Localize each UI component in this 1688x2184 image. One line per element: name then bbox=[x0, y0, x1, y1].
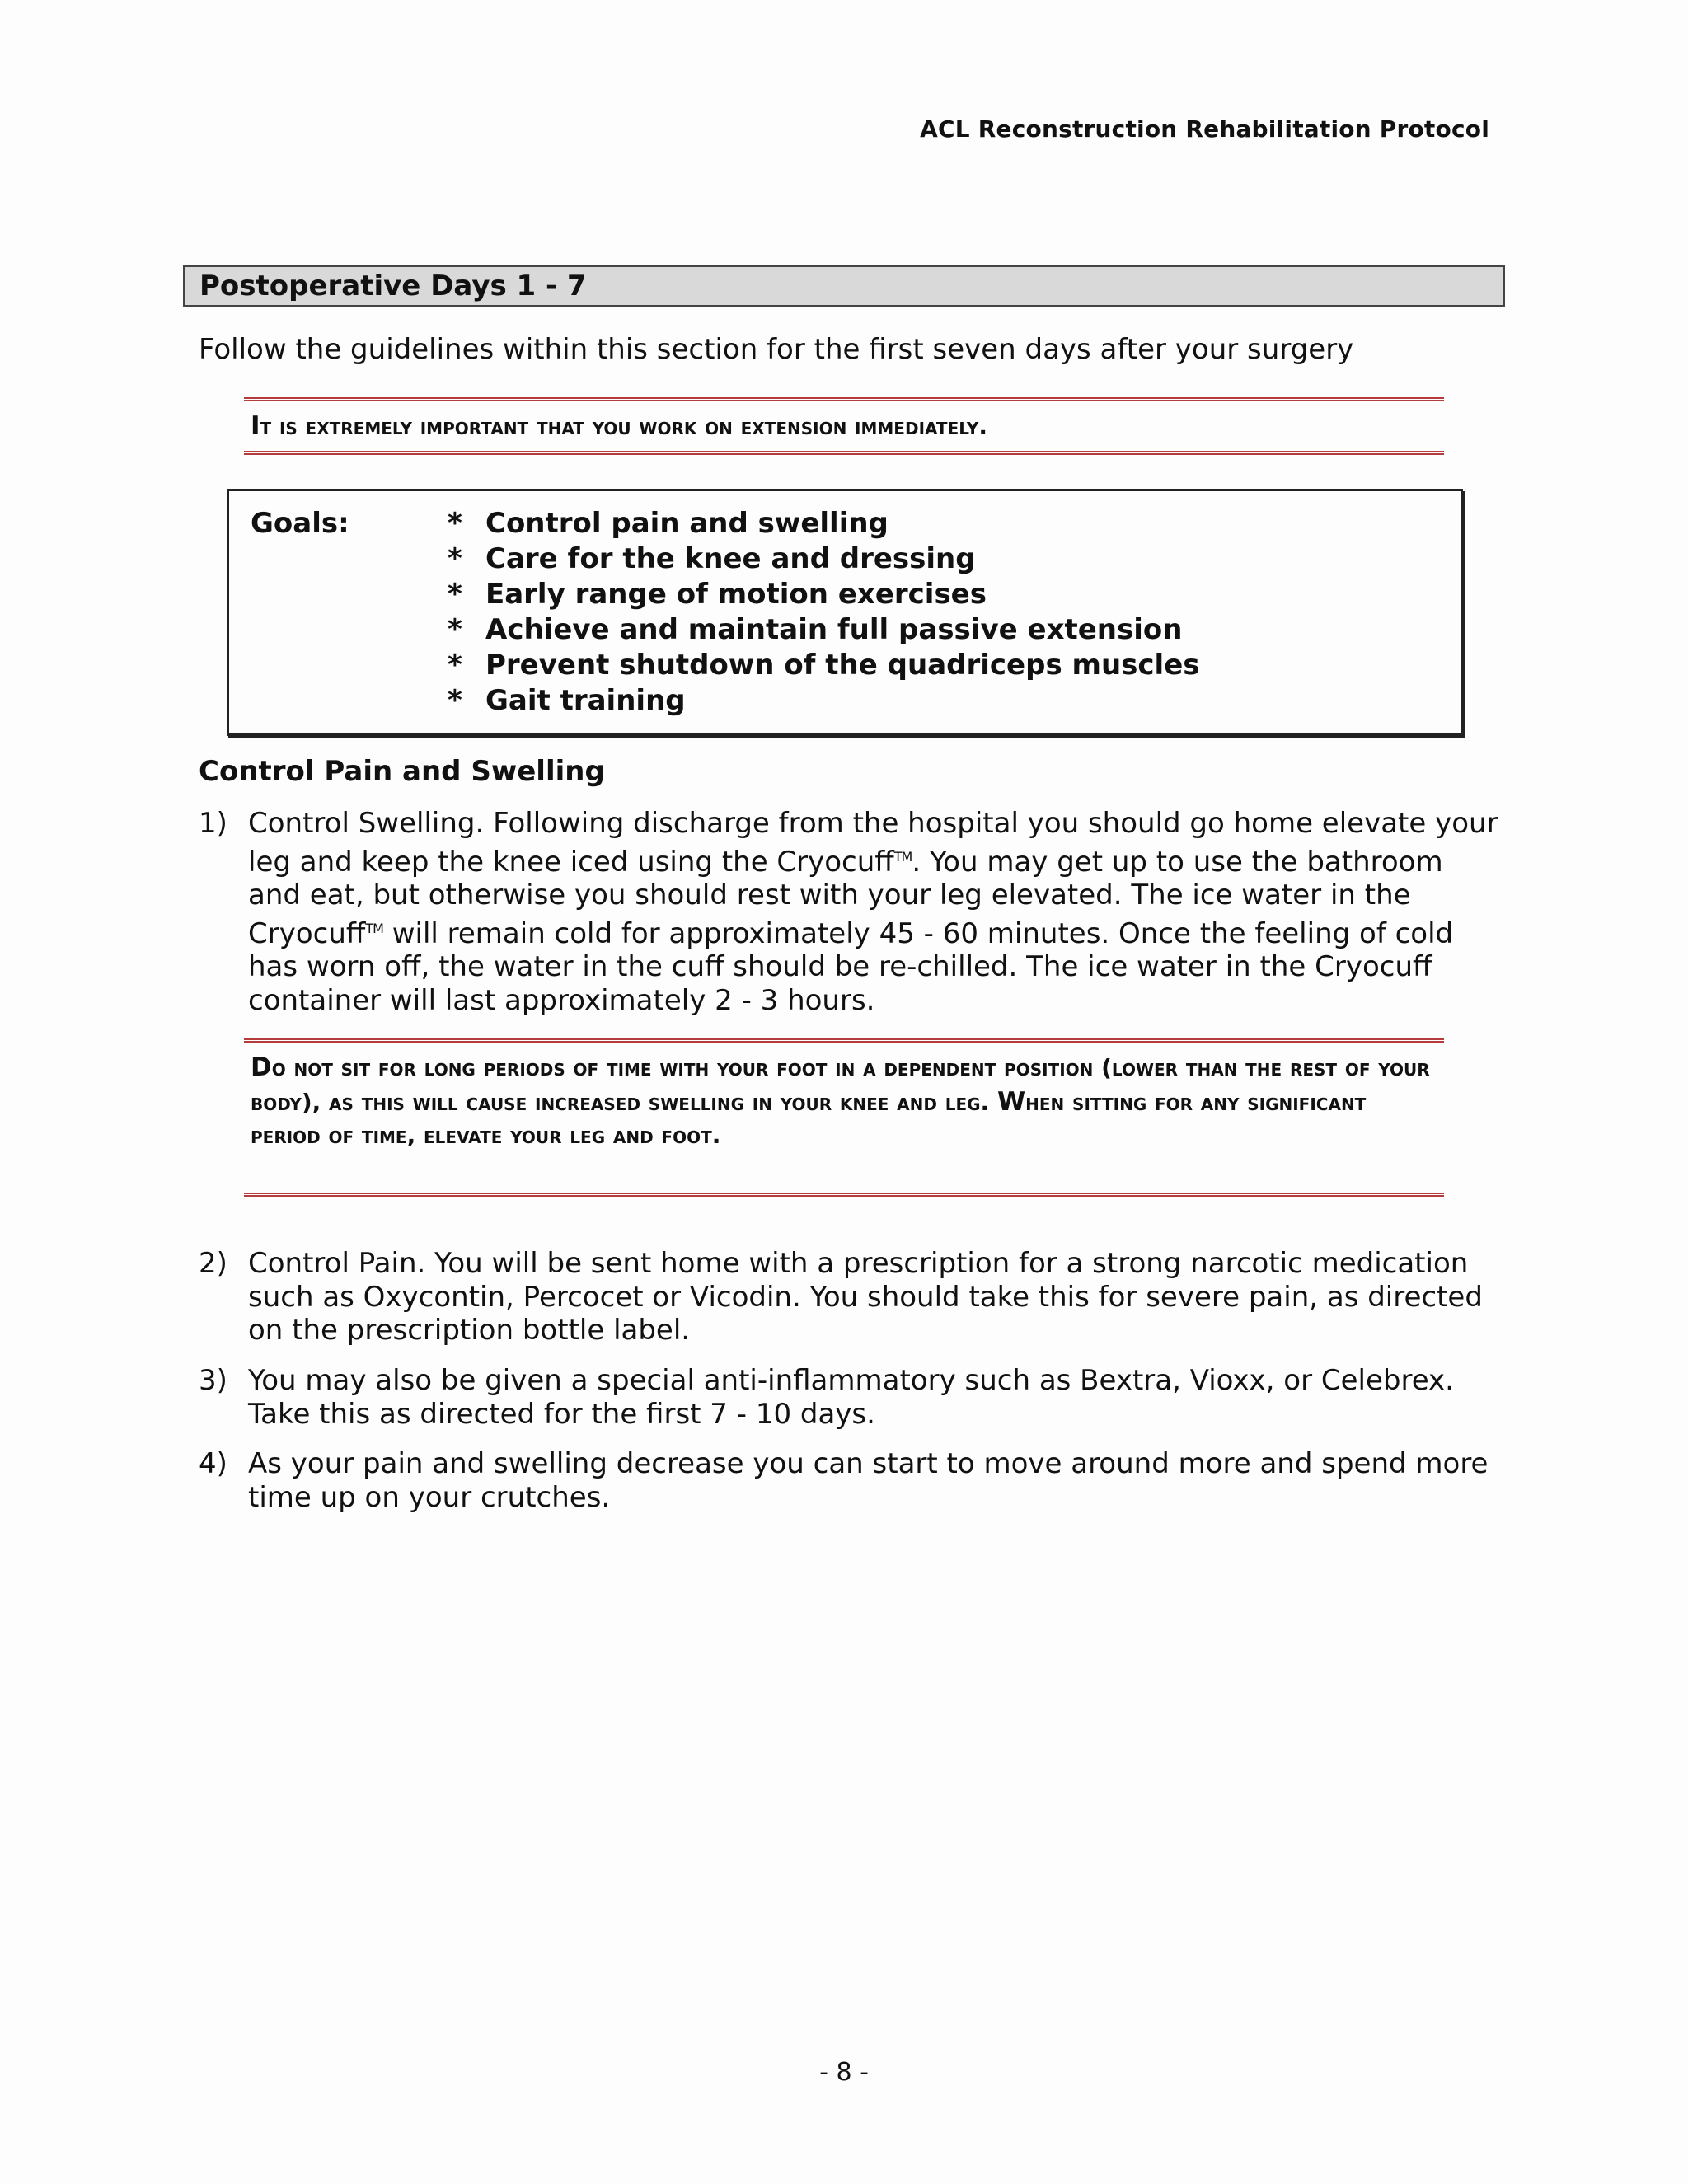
trademark-mark: TM bbox=[365, 920, 383, 936]
item-text: will remain cold for approximately 45 - 60 minutes. Once the feeling of cold has worn off, the water in the cuff should be re-chilled. The ice water in the Cryocuff container will last approximately 2 - 3 hours. bbox=[248, 916, 1454, 1017]
section-intro: Follow the guidelines within this section for the first seven days after your surgery bbox=[199, 333, 1354, 366]
pain-swelling-heading: Control Pain and Swelling bbox=[199, 755, 605, 788]
goal-text: Early range of motion exercises bbox=[485, 578, 987, 611]
bullet-star: * bbox=[448, 649, 462, 682]
callout-text: t is extremely important that you work on extension immediately. bbox=[260, 413, 987, 440]
callout-text: o not sit for long periods of time with your foot in a dependent position (lower than the rest of your body), as this will cause increased swelling in your knee and leg. bbox=[251, 1054, 1430, 1116]
goals-list bbox=[448, 506, 1200, 719]
item-body: You may also be given a special anti-inflammatory such as Bextra, Vioxx, or Celebrex. Take this as directed for the first 7 - 10 days. bbox=[248, 1364, 1454, 1431]
goal-text: Prevent shutdown of the quadriceps muscles bbox=[485, 649, 1200, 682]
goals-label: Goals: bbox=[251, 507, 349, 540]
goal-item bbox=[448, 683, 1200, 719]
goal-text: Achieve and maintain full passive extension bbox=[485, 613, 1183, 646]
goal-text: Control pain and swelling bbox=[485, 507, 889, 540]
bullet-star: * bbox=[448, 578, 462, 611]
callout-text: hen sitting for any significant period of time, elevate your leg and foot. bbox=[251, 1088, 1367, 1149]
item-body: As your pain and swelling decrease you can start to move around more and spend more time up on your crutches. bbox=[248, 1447, 1489, 1514]
list-item bbox=[199, 1247, 1501, 1347]
bullet-star: * bbox=[448, 542, 462, 575]
item-text: Control Swelling. Following discharge from the hospital you should go home elevate your leg and keep the knee iced using the Cryocuff bbox=[248, 807, 1498, 879]
item-number: 4) bbox=[199, 1447, 227, 1480]
goal-item bbox=[448, 612, 1200, 648]
goal-item bbox=[448, 506, 1200, 541]
section-title-bar: Postoperative Days 1 - 7 bbox=[183, 265, 1505, 307]
item-number: 1) bbox=[199, 807, 227, 840]
sitting-callout bbox=[244, 1038, 1444, 1197]
goals-box bbox=[227, 489, 1463, 736]
goal-text: Care for the knee and dressing bbox=[485, 542, 976, 575]
goal-item bbox=[448, 541, 1200, 577]
callout-lead-letter: W bbox=[996, 1086, 1026, 1117]
bullet-star: * bbox=[448, 684, 462, 717]
item-number: 3) bbox=[199, 1364, 227, 1397]
item-number: 2) bbox=[199, 1247, 227, 1280]
trademark-mark: TM bbox=[893, 848, 912, 865]
item-text: . You may get up to use the bathroom and eat, but otherwise you should rest with your leg elevated. The ice water in the Cryocuff bbox=[248, 845, 1443, 950]
item-body: Control Pain. You will be sent home with a prescription for a strong narcotic medication such as Oxycontin, Percocet or Vicodin. You should take this for severe pain, as directed on the prescription bottle label. bbox=[248, 1247, 1483, 1347]
list-item bbox=[199, 1447, 1501, 1514]
list-item bbox=[199, 807, 1501, 1017]
page-number: - 8 - bbox=[819, 2058, 869, 2087]
bullet-star: * bbox=[448, 507, 462, 540]
list-item bbox=[199, 1364, 1501, 1431]
callout-lead-letter: I bbox=[251, 411, 260, 441]
goal-item bbox=[448, 648, 1200, 683]
item-body bbox=[248, 807, 1501, 1017]
running-header: ACL Reconstruction Rehabilitation Protocol bbox=[920, 115, 1489, 143]
goal-text: Gait training bbox=[485, 684, 686, 717]
extension-callout bbox=[244, 397, 1444, 455]
goal-item bbox=[448, 577, 1200, 612]
callout-lead-letter: D bbox=[251, 1052, 272, 1082]
bullet-star: * bbox=[448, 613, 462, 646]
